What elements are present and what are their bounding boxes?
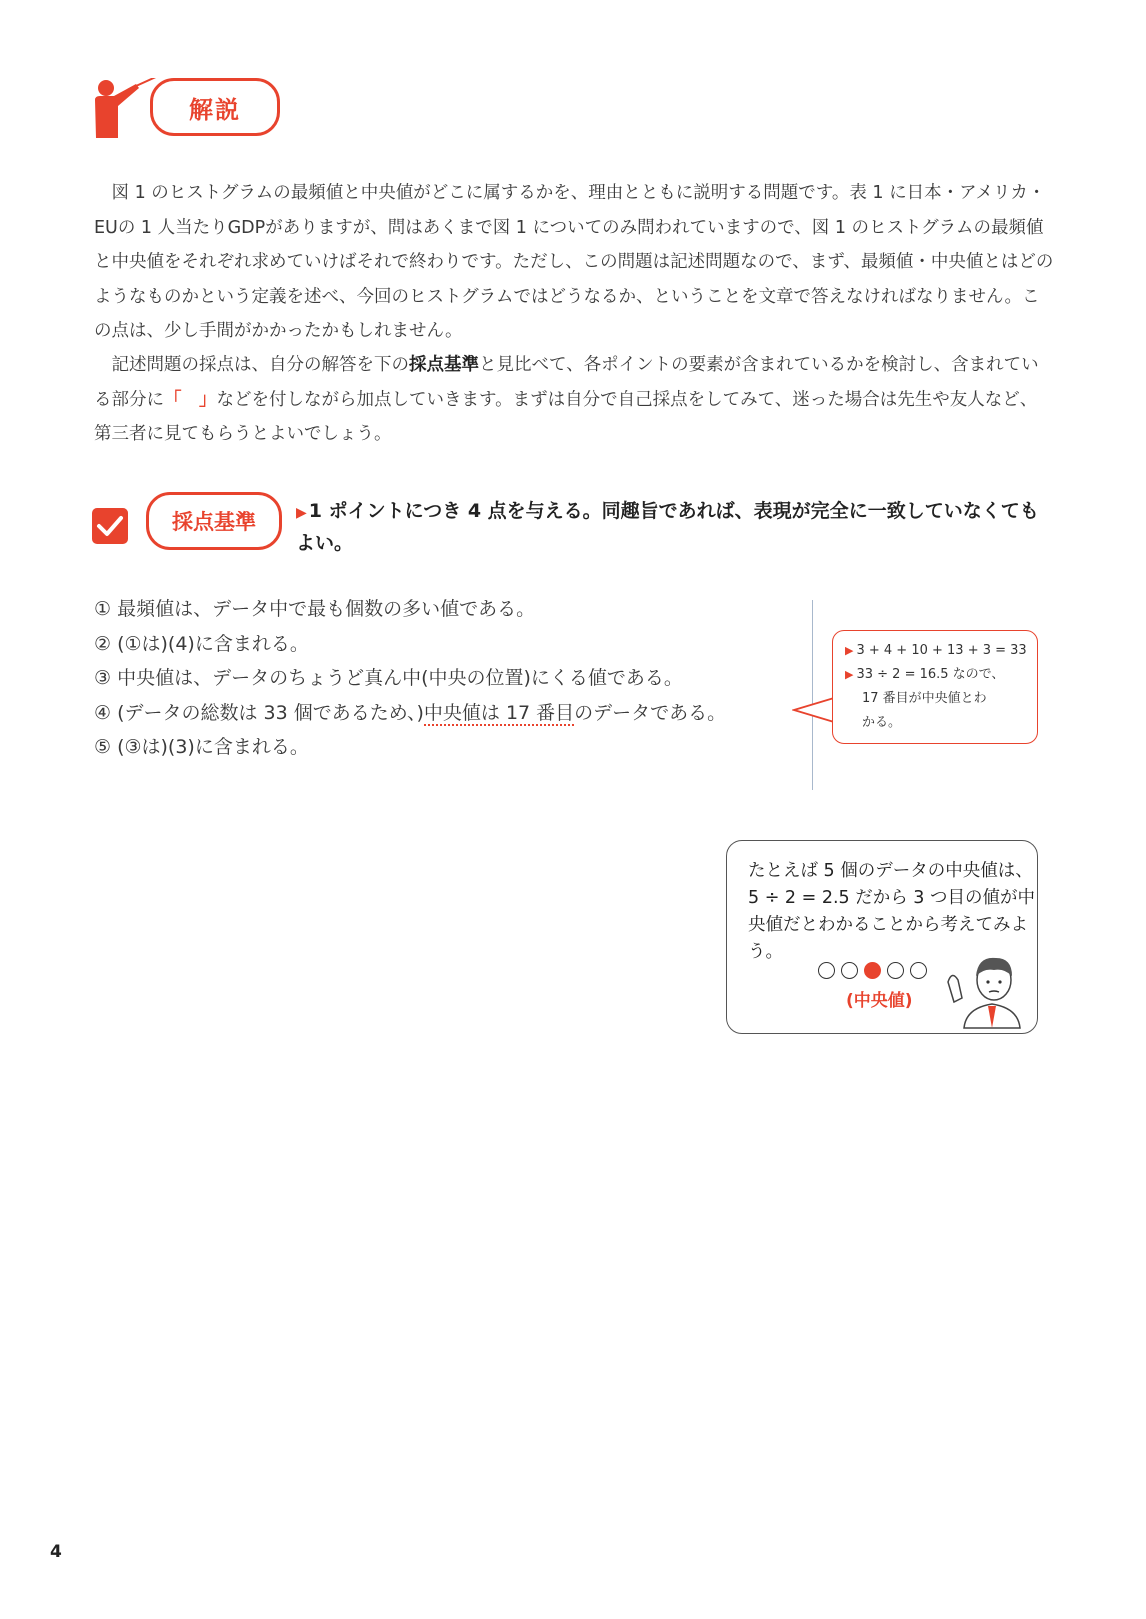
calc-line-4: かる。 bbox=[862, 715, 902, 730]
calc-line-3: 17 番目が中央値とわ bbox=[862, 691, 987, 706]
answer-points-list bbox=[94, 592, 794, 765]
median-dots bbox=[818, 962, 927, 986]
divider-line bbox=[812, 600, 813, 790]
criteria-note-text: 1 ポイントにつき 4 点を与える。同趣旨であれば、表現が完全に一致していなくてもよい。 bbox=[296, 500, 1039, 554]
checkbox-checked-icon bbox=[92, 508, 128, 544]
explanation-paragraph-1: 図 1 のヒストグラムの最頻値と中央値がどこに属するかを、理由とともに説明する問題です。表 1 に日本・アメリカ・EUの 1 人当たりGDPがありますが、問はあくまで図 1 についてのみ問われていますので、図 1 のヒストグラムの最頻値と中央値をそれぞれ求めていけばそれで終わりです。ただし、この問題は記述問題なので、まず、最頻値・中央値とはどのようなものかという定義を述べ、今回のヒストグラムではどうなるか、ということを文章で答えなければなりません。この点は、少し手間がかかったかもしれません。 bbox=[94, 183, 1054, 341]
para2-bold-term: 採点基準 bbox=[409, 355, 479, 375]
calc-line-2-text: 33 ÷ 2 = 16.5 なので、 bbox=[856, 667, 1005, 682]
para2-bracket-mark: 「 」 bbox=[164, 389, 217, 410]
hint-text: たとえば 5 個のデータの中央値は、5 ÷ 2 = 2.5 だから 3 つ目の値が中央値だとわかることから考えてみよう。 bbox=[748, 861, 1035, 962]
data-dot bbox=[910, 962, 927, 979]
page-number: 4 bbox=[50, 1542, 62, 1562]
answer-point-5: ⑤ (③は)(3)に含まれる。 bbox=[94, 736, 309, 758]
point4-underlined: 中央値は 17 番目 bbox=[423, 701, 575, 724]
calc-line-1: ▶ 3 + 4 + 10 + 13 + 3 = 33 bbox=[845, 643, 1027, 658]
para2-text-b: と見比べて、各ポイントの要素が含まれているかを検討し、含まれている部分に bbox=[94, 355, 1039, 410]
para2-text-a: 記述問題の採点は、自分の解答を下の bbox=[111, 355, 409, 375]
scoring-criteria-note bbox=[296, 496, 1056, 558]
data-dot bbox=[818, 962, 835, 979]
data-dot bbox=[841, 962, 858, 979]
answer-point-3: ③ 中央値は、データのちょうど真ん中(中央の位置)にくる値である。 bbox=[94, 667, 683, 689]
section-title-kaisetsu: 解説 bbox=[150, 78, 280, 136]
calc-line-1-text: 3 + 4 + 10 + 13 + 3 = 33 bbox=[856, 643, 1027, 658]
calc-line-2: ▶ 33 ÷ 2 = 16.5 なので、 bbox=[845, 667, 1005, 682]
bubble-tail bbox=[792, 696, 836, 724]
point4-prefix: ④ (データの総数は 33 個であるため、) bbox=[94, 701, 424, 724]
answer-point-2: ② (①は)(4)に含まれる。 bbox=[94, 632, 309, 655]
para2-text-c: などを付しながら加点していきます。まずは自分で自己採点をしてみて、迷った場合は先生や友人など、第三者に見てもらうとよいでしょう。 bbox=[94, 389, 1038, 444]
calculation-bubble bbox=[832, 630, 1038, 744]
data-dot bbox=[887, 962, 904, 979]
median-dot bbox=[864, 962, 881, 979]
median-label: (中央値) bbox=[846, 991, 913, 1011]
point4-tail: のデータである。 bbox=[574, 701, 727, 724]
answer-point-4 bbox=[94, 696, 794, 731]
explanation-paragraph-2 bbox=[94, 348, 1054, 452]
answer-point-1: ① 最頻値は、データ中で最も個数の多い値である。 bbox=[94, 598, 536, 620]
scoring-criteria-label: 採点基準 bbox=[146, 492, 282, 550]
teacher-character-icon bbox=[944, 940, 1040, 1036]
triangle-bullet-icon: ▶ bbox=[296, 505, 307, 521]
